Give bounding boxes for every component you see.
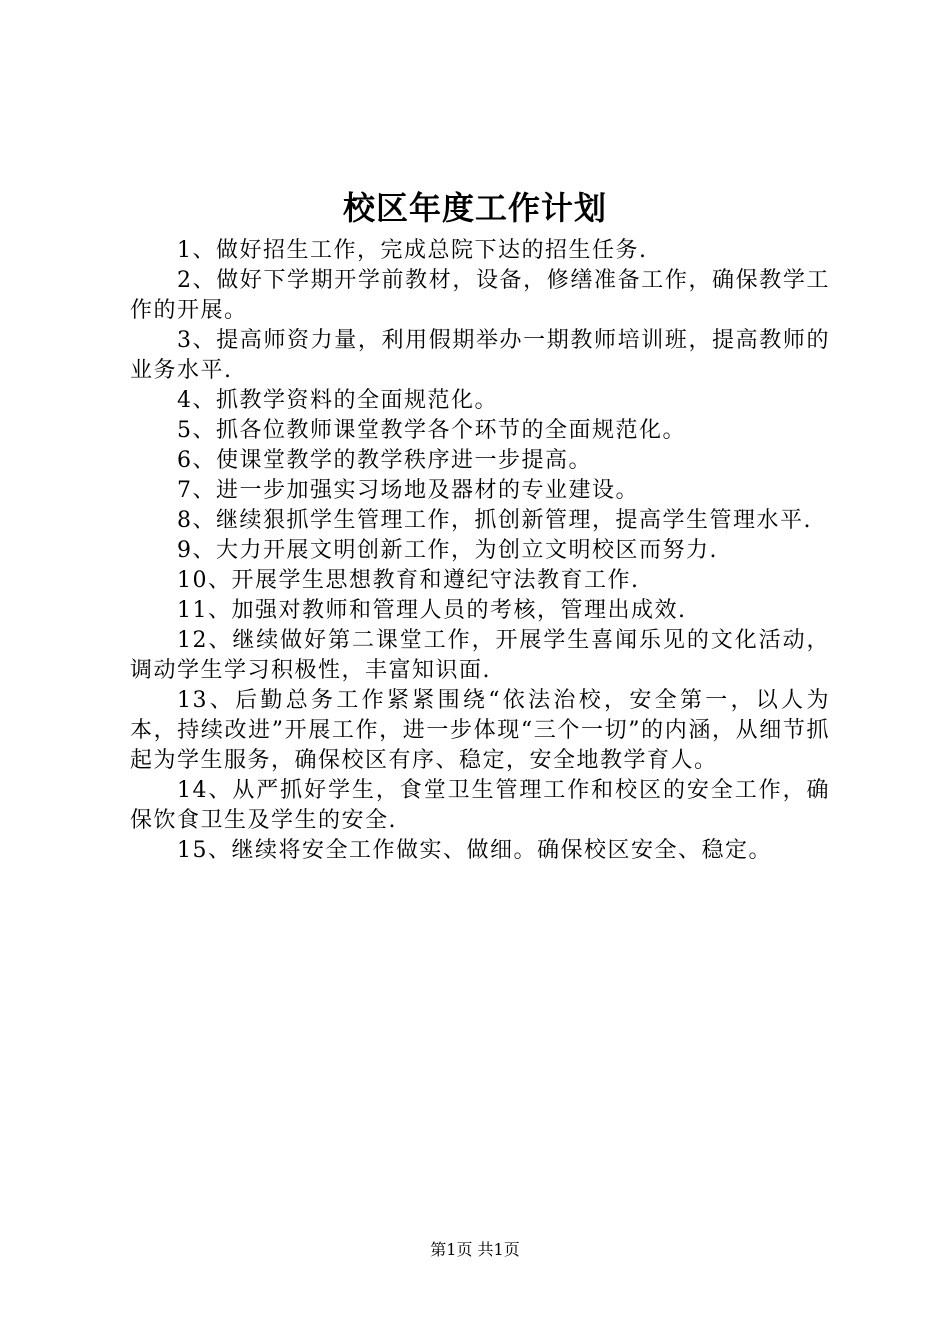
paragraph-14: 14、从严抓好学生，食堂卫生管理工作和校区的安全工作，确保饮食卫生及学生的安全. xyxy=(130,778,830,833)
paragraph-3: 3、提高师资力量，利用假期举办一期教师培训班，提高教师的业务水平. xyxy=(130,328,830,383)
paragraph-11: 11、加强对教师和管理人员的考核，管理出成效. xyxy=(177,598,687,623)
paragraph-9: 9、大力开展文明创新工作，为创立文明校区而努力. xyxy=(177,538,718,563)
paragraph-10: 10、开展学生思想教育和遵纪守法教育工作. xyxy=(177,568,640,593)
paragraph-6: 6、使课堂教学的教学秩序进一步提高。 xyxy=(177,448,592,473)
document-title: 校区年度工作计划 xyxy=(342,189,607,227)
page-footer: 第1页 共1页 xyxy=(430,1240,520,1259)
paragraph-2: 2、做好下学期开学前教材，设备，修缮准备工作，确保教学工作的开展。 xyxy=(130,268,830,323)
paragraph-7: 7、进一步加强实习场地及器材的专业建设。 xyxy=(177,478,639,503)
paragraph-1: 1、做好招生工作，完成总院下达的招生任务. xyxy=(177,238,648,263)
paragraph-12: 12、继续做好第二课堂工作，开展学生喜闻乐见的文化活动，调动学生学习积极性，丰富知识面. xyxy=(130,628,830,683)
paragraph-13: 13、后勤总务工作紧紧围绕“依法治校，安全第一，以人为本，持续改进”开展工作，进一步体现“三个一切”的内涵，从细节抓起为学生服务，确保校区有序、稳定，安全地教学育人。 xyxy=(130,688,830,773)
paragraph-15: 15、继续将安全工作做实、做细。确保校区安全、稳定。 xyxy=(177,838,772,863)
paragraph-5: 5、抓各位教师课堂教学各个环节的全面规范化。 xyxy=(177,418,686,443)
document-body xyxy=(130,236,830,866)
paragraph-8: 8、继续狠抓学生管理工作，抓创新管理，提高学生管理水平. xyxy=(177,508,812,533)
paragraph-4: 4、抓教学资料的全面规范化。 xyxy=(177,388,498,413)
